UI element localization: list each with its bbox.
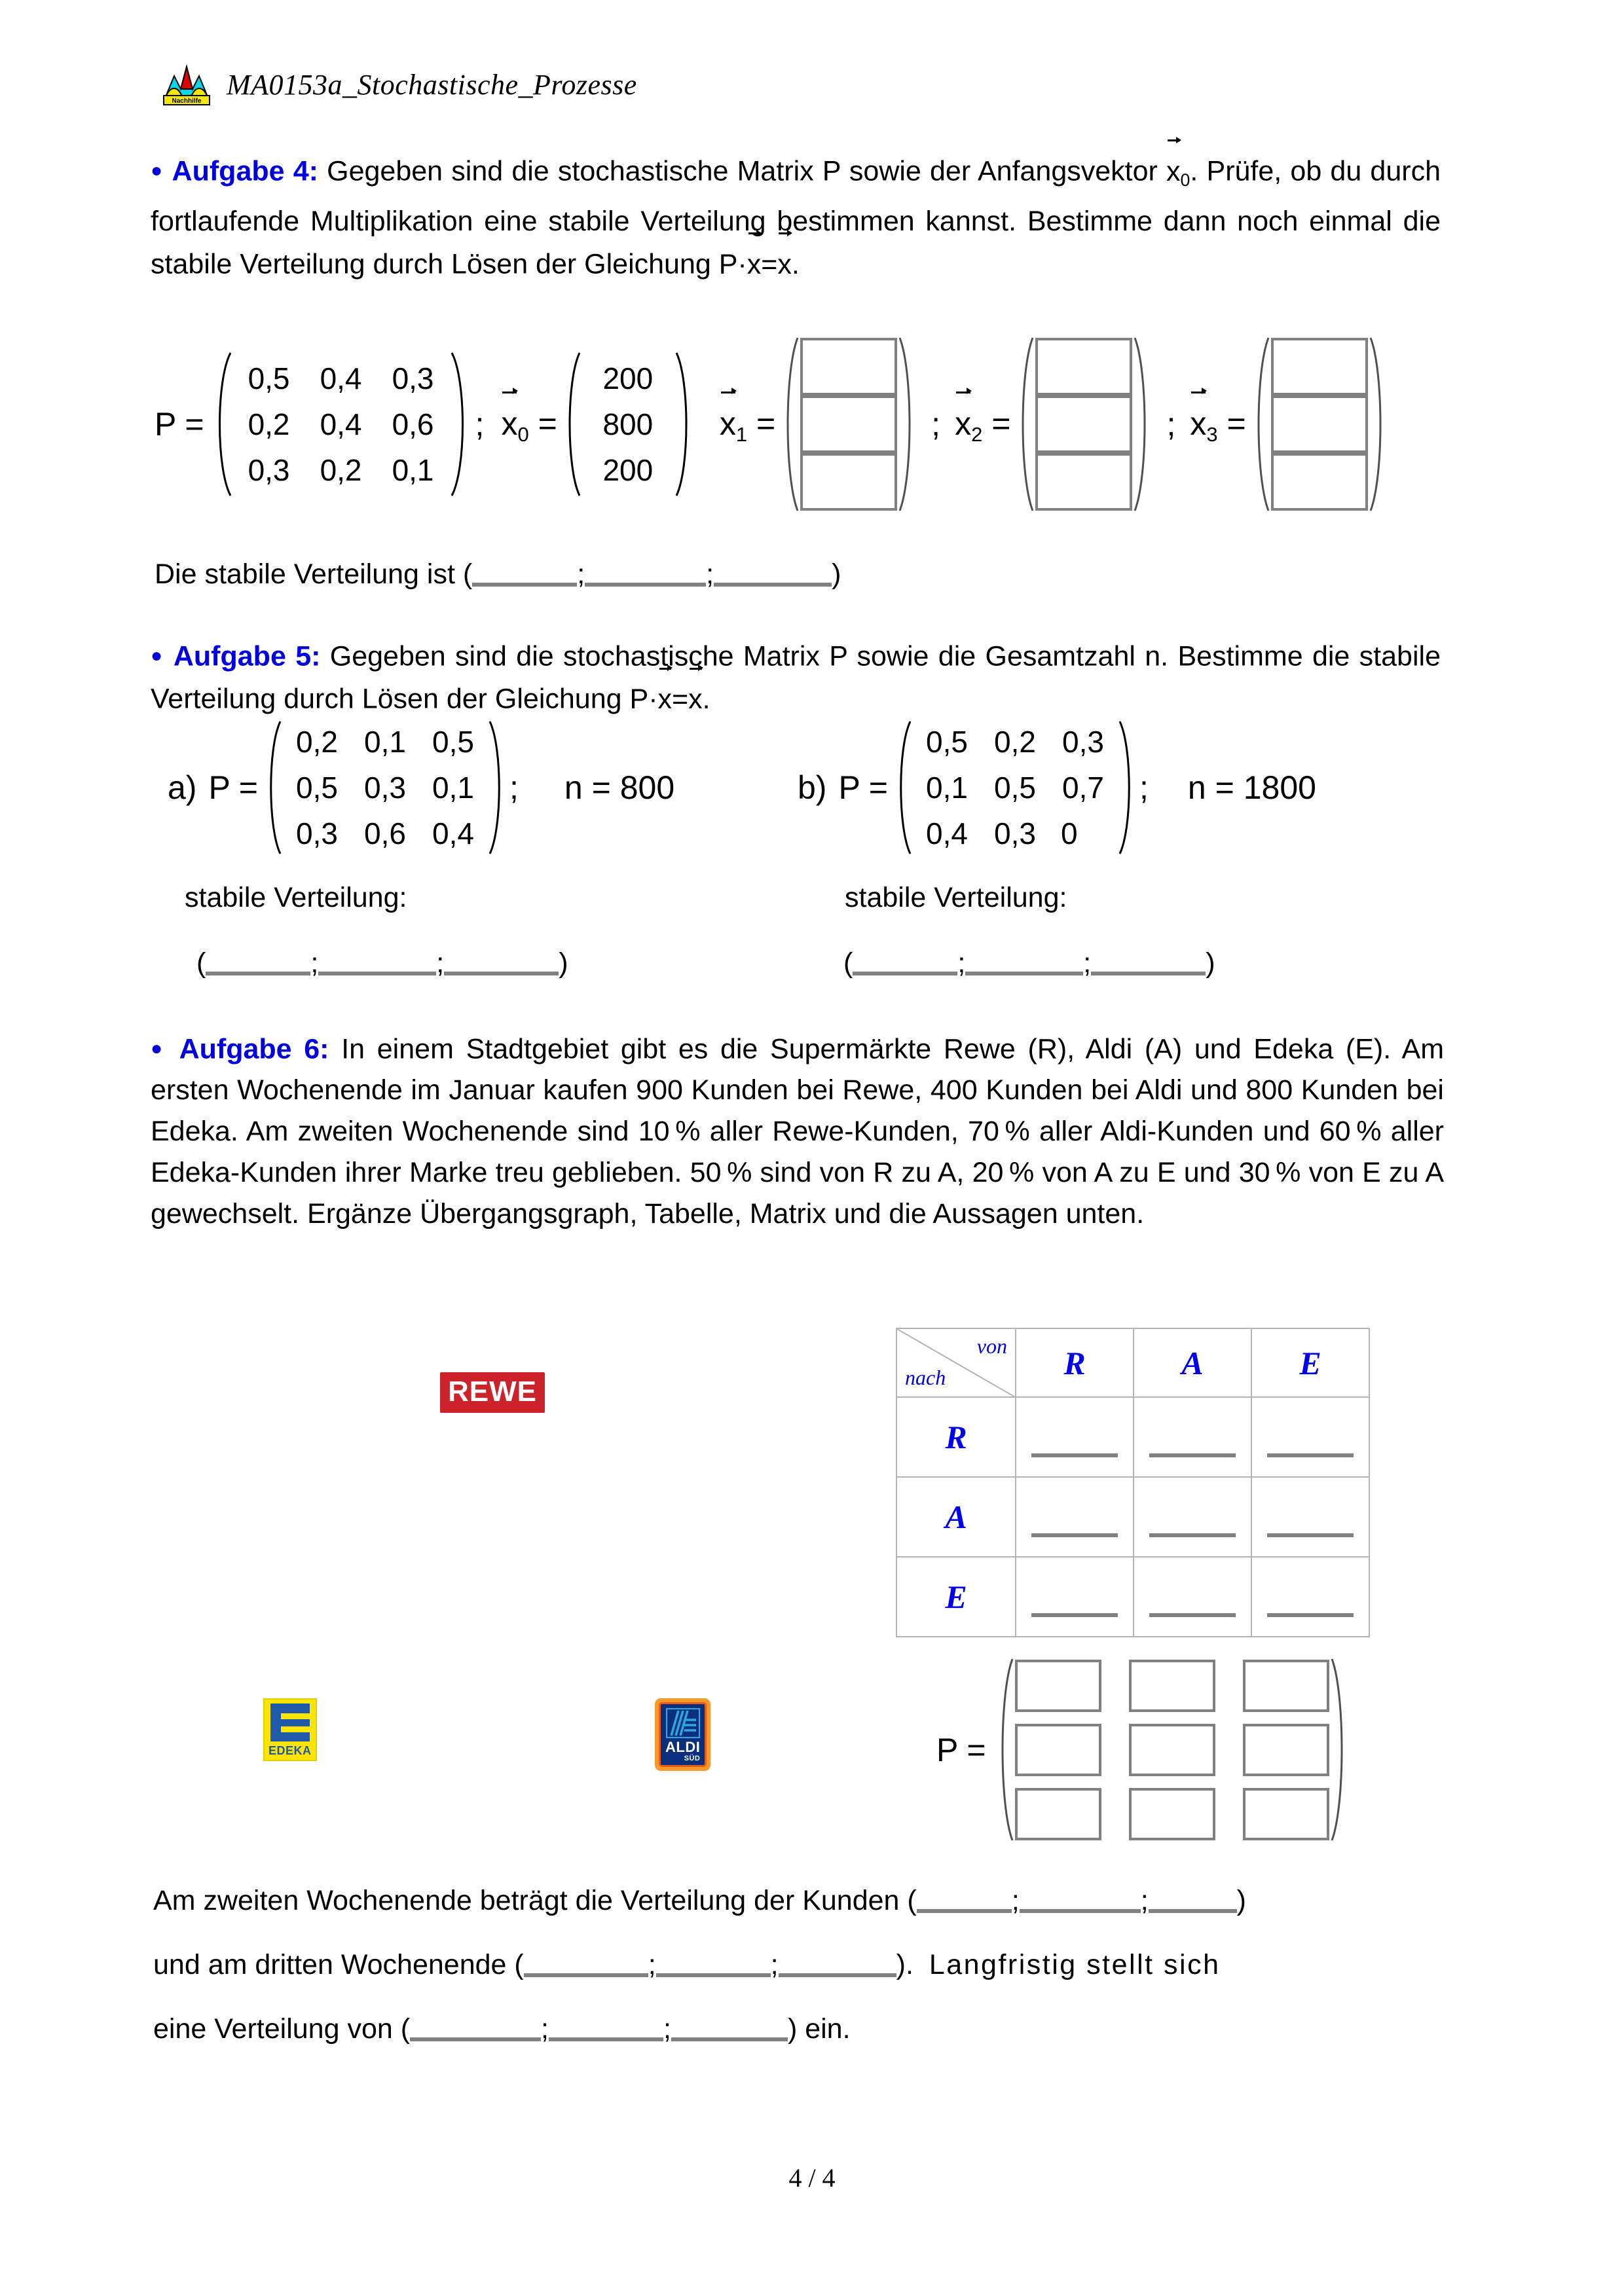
blank-field[interactable] [1031,1453,1118,1457]
answer-box[interactable] [1015,1660,1101,1712]
table-cell-RA[interactable] [1134,1397,1251,1477]
line2-pre: und am dritten Wochenende ( [153,1949,524,1980]
sep: ; [1140,1885,1149,1916]
blank-field[interactable] [779,1973,896,1977]
answer-box[interactable] [1015,1724,1101,1776]
paren-open: ( [196,947,206,979]
task4-vector-x0: x [1166,149,1181,192]
table-cell-ER[interactable] [1016,1557,1134,1637]
sep: ; [310,947,319,979]
answer-box[interactable] [1271,453,1368,511]
line2-tail: Langfristig stellt sich [929,1949,1221,1980]
blank-field[interactable] [585,583,706,587]
task6-answer-matrix[interactable] [995,1656,1349,1843]
task5a-n: n = 800 [564,769,675,806]
task5b-stable-label: stabile Verteilung: [845,882,1067,913]
task4-vector-x0-sub: 0 [1180,170,1190,191]
table-col-header-A: A [1134,1328,1251,1397]
task6-bottom-line3 [153,2009,1463,2050]
task6-bullet: ● [151,1038,167,1059]
document-header [161,63,637,106]
task4-stable-sep1: ; [577,558,585,590]
paren-left [995,1656,1015,1843]
blank-field[interactable] [1149,1909,1237,1913]
answer-box[interactable] [1271,395,1368,453]
table-row-header-A: A [896,1477,1016,1557]
paren-left [563,350,582,498]
blank-field[interactable] [410,2037,541,2041]
blank-field[interactable] [1267,1453,1354,1457]
sep: ; [1011,1885,1020,1916]
task6-bottom-line2 [153,1944,1463,1986]
sep: ; [436,947,445,979]
paren-left [211,350,233,498]
sep: ; [770,1949,779,1980]
sep: ; [663,2013,671,2045]
task4-text-1: Gegeben sind die stochastische Matrix P sowie der Anfangsvektor [327,155,1158,187]
line3-post: ) ein. [787,2013,851,2045]
table-cell-EA[interactable] [1134,1557,1251,1637]
task5a-semicolon: ; [509,769,519,806]
blank-field[interactable] [1149,1453,1236,1457]
answer-box[interactable] [1129,1660,1215,1712]
task4-vector-x0-matrix: 200 800 200 [563,350,693,498]
task5a-letter: a) [168,769,197,806]
task6-matrix-row [936,1656,1349,1843]
answer-box[interactable] [800,338,897,395]
task5b-semicolon: ; [1139,769,1149,806]
page-footer: 4 / 4 [788,2163,836,2193]
task5b-stable-answer [843,943,1215,984]
answer-box[interactable] [800,395,897,453]
blank-field[interactable] [444,972,559,975]
task6-label: Aufgabe 6: [179,1033,329,1065]
aldi-sub-label: SÜD [684,1755,701,1762]
task4-answer-vector-x1[interactable] [781,335,917,513]
sep: ; [957,947,966,979]
blank-field[interactable] [965,972,1083,975]
task5-statement [151,635,1441,720]
task5a-matrix-row [168,719,674,856]
table-header-row [896,1328,1369,1397]
task5-label: Aufgabe 5: [173,640,321,672]
table-row [896,1477,1369,1557]
blank-field[interactable] [853,972,957,975]
task4-stable-post: ) [832,558,841,590]
blank-field[interactable] [472,583,577,587]
edeka-wordmark: EDEKA [268,1744,312,1757]
task4-answer-vector-x2[interactable] [1016,335,1152,513]
task4-stable-line [155,554,1071,595]
task6-matrix-label: P = [936,1731,986,1768]
blank-field[interactable] [1267,1613,1354,1617]
task5a-stable-answer [196,943,568,984]
aldi-wordmark: ALDI [665,1739,701,1755]
blank-field[interactable] [1149,1613,1236,1617]
paren-right [1368,335,1388,513]
table-row [896,1557,1369,1637]
paren-close: ) [559,947,568,979]
task4-x3-label: $x_3$ = [1190,403,1246,446]
task5a-stable-label: stabile Verteilung: [185,882,407,913]
table-corner-von: von [976,1334,1007,1358]
table-row [896,1397,1369,1477]
line1-post: ) [1236,1885,1246,1916]
task5b-p-label: P = [838,769,889,806]
task4-bullet: ● [151,160,164,182]
task4-sep-1: ; [931,406,941,443]
answer-box[interactable] [1015,1788,1101,1840]
task4-matrix-row [155,335,1388,513]
nachhilfe-logo-icon [161,63,212,106]
table-cell-RR[interactable] [1016,1397,1134,1477]
table-cell-AE[interactable] [1251,1477,1369,1557]
task6-bottom-line1 [153,1880,1463,1922]
task4-matrix-P: 0,5 0,4 0,3 0,2 0,4 0,6 0,3 0,2 0,1 [211,350,471,498]
task6-statement [151,1028,1444,1235]
paren-right [487,719,507,856]
aldi-logo [655,1698,710,1771]
table-col-header-E: E [1251,1328,1369,1397]
blank-field[interactable] [714,583,832,587]
task5b-n: n = 1800 [1187,769,1316,806]
table-corner-nach: nach [905,1366,946,1389]
table-row-header-E: E [896,1557,1016,1637]
task4-answer-vector-x3[interactable] [1251,335,1388,513]
task4-statement [151,149,1441,285]
task4-x2-label: $x_2$ = [955,403,1010,446]
answer-box[interactable] [1129,1724,1215,1776]
task6-text: In einem Stadtgebiet gibt es die Supermärkte Rewe (R), Aldi (A) und Edeka (E). Am ersten Wochenende im Januar kaufen 900 Kunden bei Rewe, 400 Kunden bei Aldi und 800 Kunden bei Edeka. Am zweiten Wochenende sind 10 % aller Rewe-Kunden, 70 % aller Aldi-Kunden und 60 % aller Edeka-Kunden ihrer Marke treu geblieben. 50 % sind von R zu A, 20 % von A zu E und 30 % von E zu A gewechselt. Ergänze Übergangsgraph, Tabelle, Matrix und die Aussagen unten. [151,1033,1445,1230]
task5b-letter: b) [798,769,827,806]
sep: ; [541,2013,549,2045]
task5-bullet: ● [151,645,164,666]
paren-right [674,350,693,498]
paren-close: ) [1206,947,1215,979]
task5b-matrix: 0,5 0,2 0,3 0,1 0,5 0,7 0,4 0,3 0 [893,719,1137,856]
paren-left [1251,335,1271,513]
line1-pre: Am zweiten Wochenende beträgt die Verteilung der Kunden ( [153,1885,917,1916]
edeka-logo [263,1698,317,1761]
paren-right [449,350,471,498]
task4-text-1-end: . [1190,155,1198,187]
line3-pre: eine Verteilung von ( [153,2013,411,2045]
table-col-header-R: R [1016,1328,1134,1397]
task4-text-2: Prüfe, ob du durch fortlaufende Multiplikation eine stabile Verteilung bestimmen kannst. Bestimme dann noch einmal die stabile Verteilung durch Lösen der Gleichung [151,155,1441,280]
sep: ; [1083,947,1092,979]
paren-left [263,719,283,856]
table-cell-AA[interactable] [1134,1477,1251,1557]
blank-field[interactable] [1091,972,1206,975]
blank-field[interactable] [549,2037,663,2041]
paren-left [781,335,800,513]
rewe-logo: REWE [440,1372,545,1413]
blank-field[interactable] [656,1973,771,1977]
task4-equation: P·x=x. [719,249,800,280]
answer-box[interactable] [1243,1788,1329,1840]
blank-field[interactable] [1020,1909,1141,1913]
answer-box[interactable] [800,453,897,511]
answer-box[interactable] [1035,395,1132,453]
answer-box[interactable] [1243,1724,1329,1776]
answer-box[interactable] [1271,338,1368,395]
line2-post: ). [896,1949,913,1980]
task4-matrix-P-label: P = [155,406,204,443]
task5-equation: P·x=x. [630,683,710,715]
task4-x1-label: $x_1$ = [720,403,775,446]
answer-box[interactable] [1129,1788,1215,1840]
table-corner-cell [896,1328,1016,1397]
sep: ; [648,1949,656,1980]
task5a-p-label: P = [208,769,259,806]
answer-box[interactable] [1035,453,1132,511]
paren-right [1132,335,1152,513]
blank-field[interactable] [1267,1533,1354,1537]
task5b-matrix-row [798,719,1316,856]
edeka-e-icon [270,1704,310,1741]
answer-box[interactable] [1243,1660,1329,1712]
task5-text: Gegeben sind die stochastische Matrix P sowie die Gesamtzahl n. Bestimme die stabile Verteilung durch Lösen der Gleichung [151,640,1441,715]
paren-left [893,719,913,856]
answer-box[interactable] [1035,338,1132,395]
paren-right [897,335,917,513]
blank-field[interactable] [318,972,436,975]
blank-field[interactable] [206,972,310,975]
blank-field[interactable] [917,1909,1012,1913]
task5a-matrix: 0,2 0,1 0,5 0,5 0,3 0,1 0,3 0,6 0,4 [263,719,507,856]
task4-sep-2: ; [1166,406,1176,443]
paren-right [1117,719,1137,856]
aldi-stripes-icon [666,1708,700,1738]
transition-table [896,1328,1370,1637]
blank-field[interactable] [524,1973,648,1977]
task4-stable-pre: Die stabile Verteilung ist ( [155,558,473,590]
task4-sep-0: ; [475,406,485,443]
table-row-header-R: R [896,1397,1016,1477]
paren-right [1329,1656,1349,1843]
paren-left [1016,335,1035,513]
svg-text:Nachhilfe: Nachhilfe [172,98,202,105]
blank-field[interactable] [1031,1533,1118,1537]
table-cell-EE[interactable] [1251,1557,1369,1637]
blank-field[interactable] [1031,1613,1118,1617]
task4-label: Aufgabe 4: [172,155,318,187]
paren-open: ( [843,947,853,979]
blank-field[interactable] [1149,1533,1236,1537]
table-cell-AR[interactable] [1016,1477,1134,1557]
document-title: MA0153a_Stochastische_Prozesse [227,68,637,101]
task4-stable-sep2: ; [706,558,714,590]
task4-x0-label: $x_0$ = [501,403,557,446]
table-cell-RE[interactable] [1251,1397,1369,1477]
blank-field[interactable] [671,2037,788,2041]
